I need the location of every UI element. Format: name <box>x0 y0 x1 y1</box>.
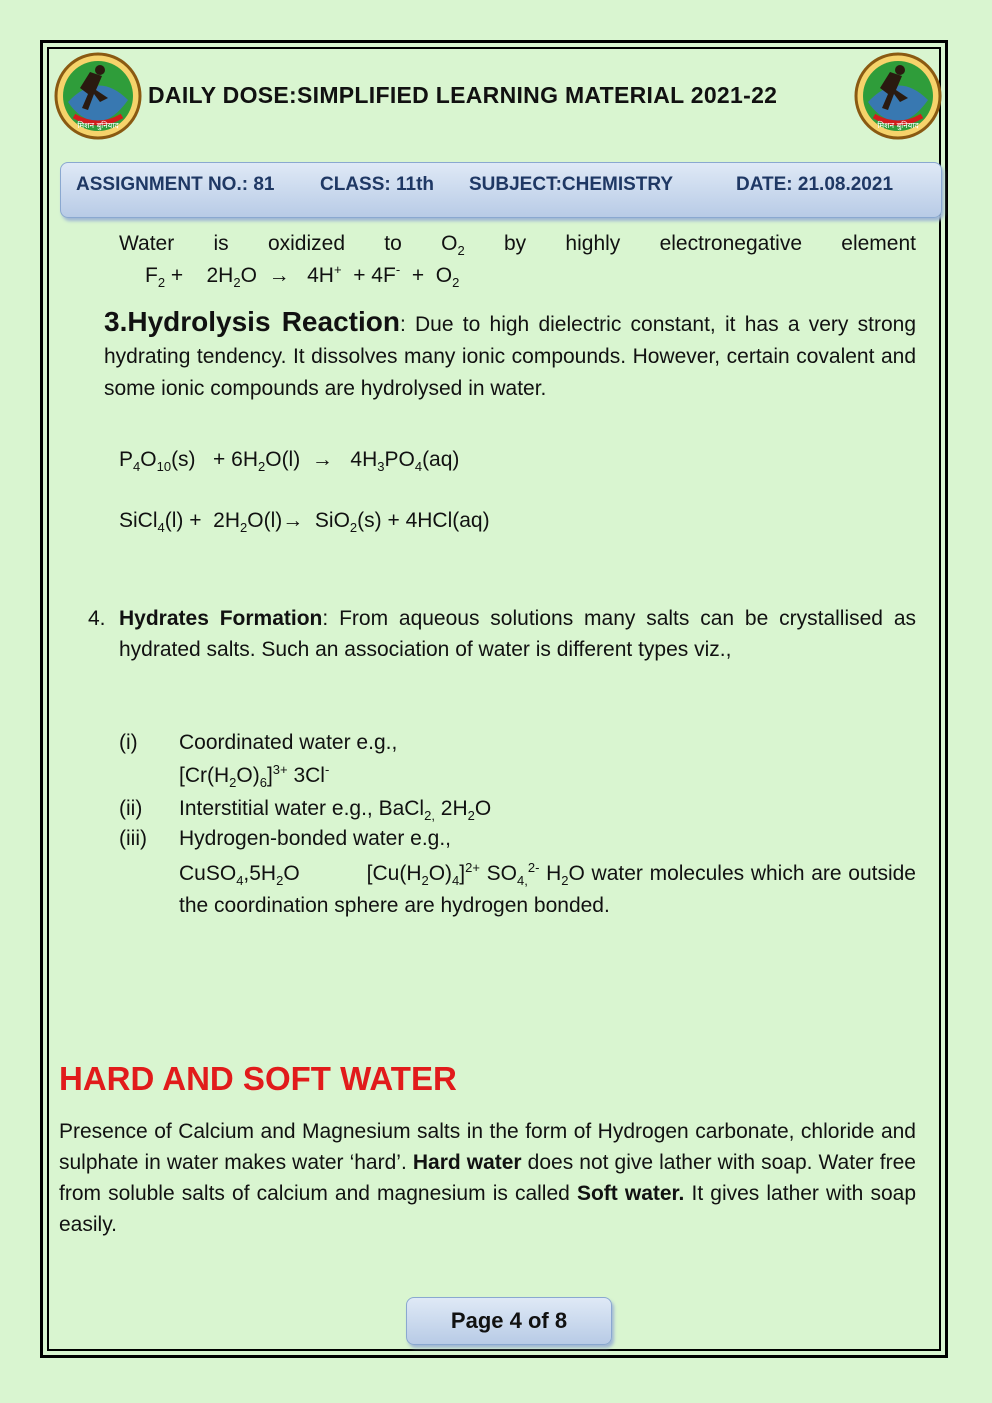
hydrates-heading: Hydrates Formation <box>119 607 323 630</box>
page-title: DAILY DOSE:SIMPLIFIED LEARNING MATERIAL 2021-22 <box>148 82 778 108</box>
assignment-subject: SUBJECT:CHEMISTRY <box>469 174 674 195</box>
oxidation-line: Water is oxidized to $O_2$ by highly electronegative element <box>119 232 916 259</box>
list-item-number: (ii) <box>119 797 143 820</box>
hydrates-paragraph <box>119 603 916 665</box>
hard-soft-text-1: Presence of Calcium and Magnesium salts in the form of Hydrogen carbonate, chloride and sulphate in water makes water ‘hard’. <box>59 1120 916 1174</box>
assignment-bar <box>60 162 942 218</box>
mission-buniyaad-logo-right <box>854 50 942 142</box>
coordinated-water-formula: $[Cr(H_2O)_6]^{3+}$ 3Cl- <box>179 762 330 791</box>
section-heading-hard-soft-water: HARD AND SOFT WATER <box>59 1060 457 1097</box>
hydrates-text: : From aqueous solutions many salts can be crystallised as hydrated salts. Such an association of water is different types viz., <box>119 607 917 661</box>
hydrolysis-equation-2: SiCl$_4$(l) + $2H_2O(l)\to SiO_2(s) + 4HCl(aq)$ <box>119 509 490 536</box>
soft-water-term: Soft water. <box>576 1182 685 1205</box>
oxidation-equation: $F_2$ + $2H_2O \to 4H^+ + 4F^- + O_2$ <box>145 262 460 291</box>
hard-water-term: Hard water <box>412 1151 522 1174</box>
hydrogen-bonded-desc-text: water molecules which are outside the coordination sphere are hydrogen bonded. <box>179 862 916 917</box>
hydrates-number: 4. <box>88 607 106 630</box>
hydrolysis-heading: 3.Hydrolysis Reaction <box>104 306 400 337</box>
hydrolysis-paragraph <box>104 306 916 405</box>
assignment-class: CLASS: 11th <box>320 174 435 195</box>
hard-soft-text-3: It gives lather with soap easily. <box>59 1182 916 1236</box>
list-item-text: Coordinated water e.g., <box>179 731 398 754</box>
list-item-number: (iii) <box>119 827 147 850</box>
assignment-number: ASSIGNMENT NO.: 81 <box>76 174 275 195</box>
assignment-date: DATE: 21.08.2021 <box>736 174 894 195</box>
hydrolysis-text: : Due to high dielectric constant, it has a very strong hydrating tendency. It dissolves many ionic compounds. However, certain covalent and some ionic compounds are hydrolysed in water. <box>104 313 916 400</box>
interstitial-water-text: Interstitial water e.g., BaCl$_{2,}$ $2H_2O$ <box>179 797 492 824</box>
hard-soft-water-paragraph <box>59 1116 916 1240</box>
hydrolysis-equation-1: $P_4O_{10}(s) + 6H_2O(l) \to 4H_3PO_4(aq)$ <box>119 448 460 475</box>
hard-soft-text-2: does not give lather with soap. Water free from soluble salts of calcium and magnesium is called <box>59 1151 916 1205</box>
mission-buniyaad-logo-left <box>54 50 142 142</box>
svg-text:मिशन बुनियाद: मिशन बुनियाद <box>877 121 919 130</box>
hydrogen-bonded-description: $CuSO_4,5H_2O$ $[Cu(H_2O)_4]^{2+}$ $SO_{4,}^{2-}$ $H_2O$ water molecules which are outside the coordination sphere are hydrogen bonded. <box>179 860 916 917</box>
page-number: Page 4 of 8 <box>406 1297 612 1345</box>
svg-text:मिशन बुनियाद: मिशन बुनियाद <box>77 121 119 130</box>
list-item-text: Hydrogen-bonded water e.g., <box>179 827 452 850</box>
list-item-number: (i) <box>119 731 138 754</box>
